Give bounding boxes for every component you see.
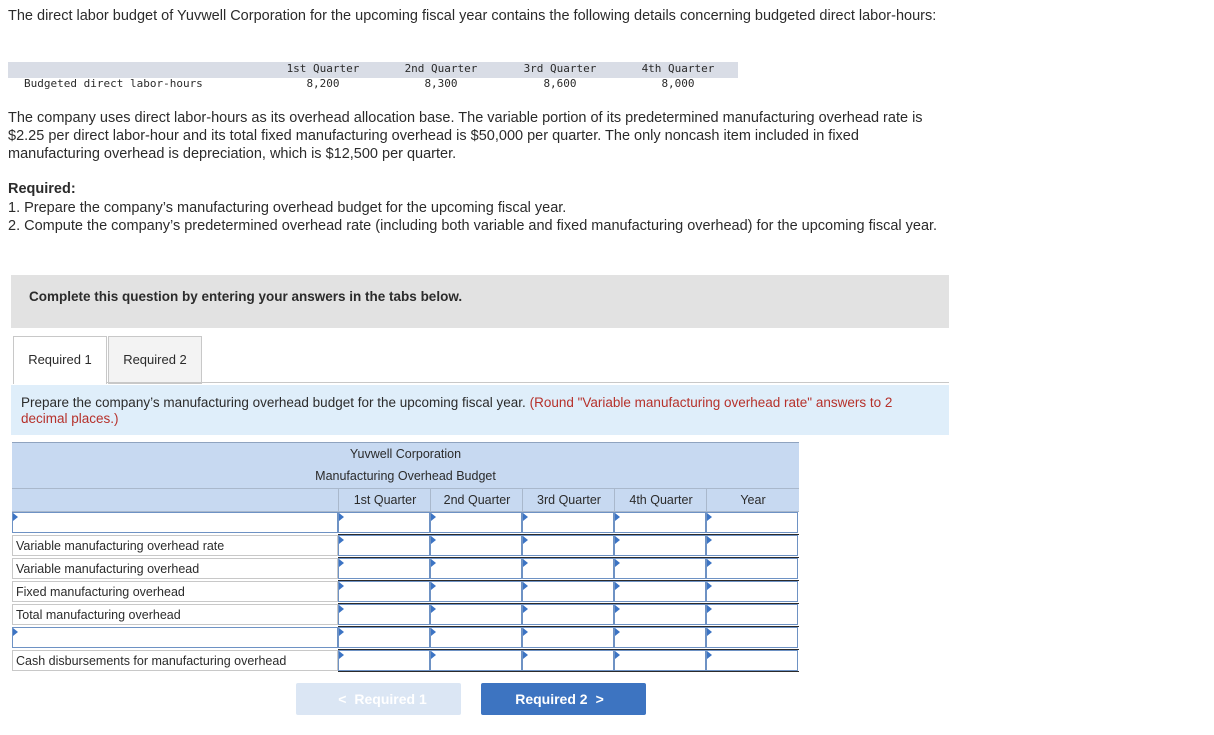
budget-input-cell[interactable]	[522, 512, 614, 533]
budget-input-cell[interactable]	[522, 581, 614, 602]
question-prompt	[11, 385, 949, 435]
row-label: Cash disbursements for manufacturing overhead	[12, 650, 338, 671]
budget-input-cell[interactable]	[706, 512, 798, 533]
budget-input-cell[interactable]	[338, 604, 430, 625]
tab-required-1[interactable]: Required 1	[13, 336, 107, 384]
budget-input-cell[interactable]	[522, 604, 614, 625]
tab-required-2[interactable]: Required 2	[108, 336, 202, 384]
budget-input-cell[interactable]	[706, 558, 798, 579]
rounding-note: (Round "Variable manufacturing overhead rate" answers to 2 decimal places.)	[21, 395, 893, 426]
next-button-label: Required 2	[515, 691, 588, 707]
given-value-1: 8,200	[306, 77, 340, 90]
col-header-q4: 4th Quarter	[614, 489, 707, 511]
row-label: Total manufacturing overhead	[12, 604, 338, 625]
budget-input-cell[interactable]	[338, 535, 430, 556]
next-required-button[interactable]	[481, 683, 646, 715]
budget-input-cell[interactable]	[522, 627, 614, 648]
budget-input-cell[interactable]	[706, 604, 798, 625]
budget-input-cell[interactable]	[338, 581, 430, 602]
given-col-1: 1st Quarter	[286, 62, 360, 75]
prev-required-button[interactable]	[296, 683, 461, 715]
budget-column-headers	[12, 489, 799, 512]
budget-input-cell[interactable]	[706, 627, 798, 648]
col-header-year: Year	[706, 489, 799, 511]
budget-input-cell[interactable]	[430, 512, 522, 533]
row-label-input[interactable]	[12, 512, 338, 533]
col-header-q2: 2nd Quarter	[430, 489, 523, 511]
budget-input-cell[interactable]	[338, 558, 430, 579]
budget-input-cell[interactable]	[522, 650, 614, 671]
given-value-4: 8,000	[661, 77, 695, 90]
required-list	[8, 199, 953, 235]
row-label: Variable manufacturing overhead	[12, 558, 338, 579]
required-item-1: 1. Prepare the company’s manufacturing overhead budget for the upcoming fiscal year.	[8, 200, 567, 216]
row-separator	[338, 557, 799, 558]
instruction-text: Complete this question by entering your answers in the tabs below.	[29, 289, 463, 304]
prev-button-label: Required 1	[354, 691, 427, 707]
budget-input-cell[interactable]	[430, 627, 522, 648]
given-value-2: 8,300	[424, 77, 458, 90]
budget-input-cell[interactable]	[614, 581, 706, 602]
budget-input-cell[interactable]	[614, 650, 706, 671]
row-separator	[338, 626, 799, 627]
details-paragraph: The company uses direct labor-hours as its overhead allocation base. The variable portion of its predetermined manufacturing overhead rate is $2.25 per direct labor-hour and its total fixed manufacturing overhead is $50,000 per quarter. The only noncash item included in fixed manufacturing overhead is depreciation, which is $12,500 per quarter.	[8, 110, 923, 162]
budget-input-cell[interactable]	[614, 512, 706, 533]
budget-title: Manufacturing Overhead Budget	[12, 465, 799, 489]
budget-input-cell[interactable]	[430, 581, 522, 602]
chevron-left-icon: <	[338, 691, 347, 707]
row-label-input[interactable]	[12, 627, 338, 648]
row-label: Fixed manufacturing overhead	[12, 581, 338, 602]
row-separator	[338, 649, 799, 650]
row-separator	[338, 603, 799, 604]
instruction-banner	[11, 275, 949, 328]
tab-divider	[106, 382, 949, 383]
budget-company: Yuvwell Corporation	[12, 442, 799, 466]
budget-input-cell[interactable]	[522, 535, 614, 556]
budget-input-cell[interactable]	[430, 535, 522, 556]
budget-input-cell[interactable]	[522, 558, 614, 579]
budget-input-cell[interactable]	[430, 604, 522, 625]
budget-input-cell[interactable]	[614, 558, 706, 579]
budget-input-cell[interactable]	[706, 581, 798, 602]
budget-input-cell[interactable]	[614, 604, 706, 625]
prompt-text: Prepare the company’s manufacturing overhead budget for the upcoming fiscal year.	[21, 395, 526, 410]
col-header-q3: 3rd Quarter	[522, 489, 615, 511]
given-value-3: 8,600	[543, 77, 577, 90]
required-title: Required:	[8, 181, 76, 197]
budget-input-cell[interactable]	[338, 650, 430, 671]
budget-input-cell[interactable]	[338, 627, 430, 648]
given-row-label: Budgeted direct labor-hours	[24, 77, 203, 90]
row-separator	[338, 580, 799, 581]
budget-input-cell[interactable]	[430, 650, 522, 671]
budget-input-cell[interactable]	[706, 535, 798, 556]
row-separator	[338, 534, 799, 535]
required-item-2: 2. Compute the company’s predetermined overhead rate (including both variable and fixed manufacturing overhead) for the upcoming fiscal year.	[8, 218, 938, 234]
budget-input-cell[interactable]	[614, 627, 706, 648]
intro-paragraph: The direct labor budget of Yuvwell Corporation for the upcoming fiscal year contains the following details concerning budgeted direct labor-hours:	[8, 8, 937, 24]
chevron-right-icon: >	[595, 691, 604, 707]
budget-input-cell[interactable]	[430, 558, 522, 579]
row-separator	[338, 671, 799, 672]
budget-input-cell[interactable]	[706, 650, 798, 671]
given-col-3: 3rd Quarter	[523, 62, 597, 75]
given-col-4: 4th Quarter	[641, 62, 715, 75]
given-col-2: 2nd Quarter	[404, 62, 478, 75]
budget-input-cell[interactable]	[614, 535, 706, 556]
row-label: Variable manufacturing overhead rate	[12, 535, 338, 556]
col-header-q1: 1st Quarter	[338, 489, 431, 511]
budget-input-cell[interactable]	[338, 512, 430, 533]
